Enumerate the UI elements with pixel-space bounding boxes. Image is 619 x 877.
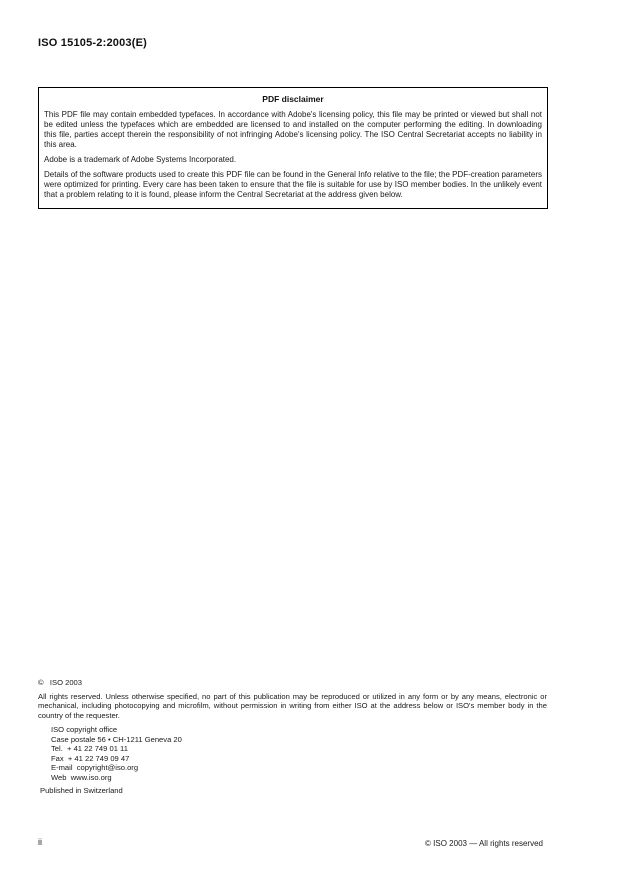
iso-address-block (51, 725, 547, 782)
disclaimer-paragraph-1: This PDF file may contain embedded typefaces. In accordance with Adobe's licensing policy, this file may be printed or viewed but shall not be edited unless the typefaces which are embedded are licensed to and installed on the computer performing the editing. In downloading this file, parties accept therein the responsibility of not infringing Adobe's licensing policy. The ISO Central Secretariat accepts no liability in this area. (44, 110, 542, 149)
copyright-block (38, 678, 547, 796)
disclaimer-title: PDF disclaimer (262, 94, 324, 104)
footer-rights-text: © ISO 2003 — All rights reserved (425, 839, 543, 848)
footer-page-number: ii (38, 837, 42, 847)
disclaimer-paragraph-3: Details of the software products used to create this PDF file can be found in the General Info relative to the file; the PDF-creation parameters were optimized for printing. Every care has been taken to ensure that the file is suitable for use by ISO member bodies. In the unlikely event that a problem relating to it is found, please inform the Central Secretariat at the address given below. (44, 170, 542, 199)
address-line-office: ISO copyright office (51, 725, 118, 734)
copyright-notice: © ISO 2003 (38, 678, 83, 687)
pdf-disclaimer-box (38, 87, 548, 209)
copyright-rights-text: All rights reserved. Unless otherwise specified, no part of this publication may be reproduced or utilized in any form or by any means, electronic or mechanical, including photocopying and microfilm, without permission in writing from either ISO at the address below or ISO's member body in the country of the requester. (38, 691, 547, 720)
address-line-email: E-mail copyright@iso.org (51, 763, 139, 772)
published-in-text: Published in Switzerland (40, 786, 123, 795)
address-line-postal: Case postale 56 • CH-1211 Geneva 20 (51, 734, 182, 744)
document-header-title: ISO 15105-2:2003(E) (38, 37, 147, 49)
address-line-fax: Fax + 41 22 749 09 47 (51, 753, 130, 763)
disclaimer-paragraph-2: Adobe is a trademark of Adobe Systems Incorporated. (44, 155, 237, 164)
address-line-web: Web www.iso.org (51, 772, 112, 782)
address-line-tel: Tel. + 41 22 749 01 11 (51, 744, 128, 753)
